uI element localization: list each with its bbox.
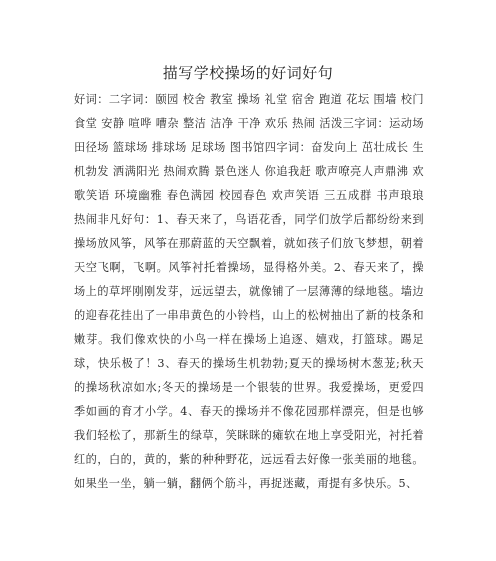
good-words-label: 好词： bbox=[74, 93, 109, 106]
two-char-words-2: 食堂 安静 喧哗 嘈杂 整洁 洁净 干净 欢乐 热闹 活泼 bbox=[74, 117, 343, 130]
two-char-label: 二字词： bbox=[108, 93, 156, 106]
four-char-label: 四字词： bbox=[264, 141, 312, 154]
sentence-1: 1、春天来了，鸟语花香，同学们放学后都纷纷来到操场放风筝，风筝在那蔚蓝的天空飘着，就如孩子们放飞梦想，朝着天空飞啊，飞啊。风筝衬托着操场，显得格外美。 bbox=[74, 213, 425, 274]
sentence-5-start: 5、 bbox=[398, 477, 418, 490]
good-sentences-label: 好句： bbox=[121, 213, 157, 226]
sentence-2: 2、春天来了，操场上的草坪刚刚发芽，远远望去，就像铺了一层薄薄的绿地毯。墙边的迎春花挂出了一串串黄色的小铃档，山上的松树抽出了新的枝条和嫩芽。我们像欢快的小鸟一样在操场上追逐、嬉戏，打篮球。踢足球，快乐极了！ bbox=[74, 261, 424, 370]
three-char-words: 运动场 田径场 篮球场 排球场 足球场 图书馆 bbox=[74, 117, 425, 154]
four-char-words-2: 人声鼎沸 欢歌笑语 环境幽雅 春色满园 校园春色 欢声笑语 三五成群 书声琅琅 热闹非凡 bbox=[74, 165, 424, 226]
three-char-label: 三字词： bbox=[342, 117, 390, 130]
document-title: 描写学校操场的好词好句 bbox=[162, 64, 334, 82]
four-char-words: 奋发向上 茁壮成长 生机勃发 洒满阳光 热闹欢腾 景色迷人 你追我赶 歌声嘹亮 bbox=[74, 141, 425, 178]
two-char-words: 颐园 校舍 教室 操场 礼堂 宿舍 跑道 花坛 围墙 校门 bbox=[155, 93, 425, 106]
document-body bbox=[74, 88, 424, 496]
sentence-4: 4、春天的操场并不像花园那样漂亮，但是也够我们轻松了，那新生的绿草，笑眯眯的瘫软在地上享受阳光，衬托着红的，白的，黄的，紫的种种野花，远远看去好像一张美丽的地毯。如果坐一坐，躺一躺，翻俩个筋斗，再捉迷藏，甭提有多快乐。 bbox=[74, 405, 424, 490]
sentence-3: 3、春天的操场生机勃勃;夏天的操场树木葱茏;秋天的操场秋凉如水;冬天的操场是一个银装的世界。我爱操场，更爱四季如画的育才小学。 bbox=[74, 357, 424, 418]
